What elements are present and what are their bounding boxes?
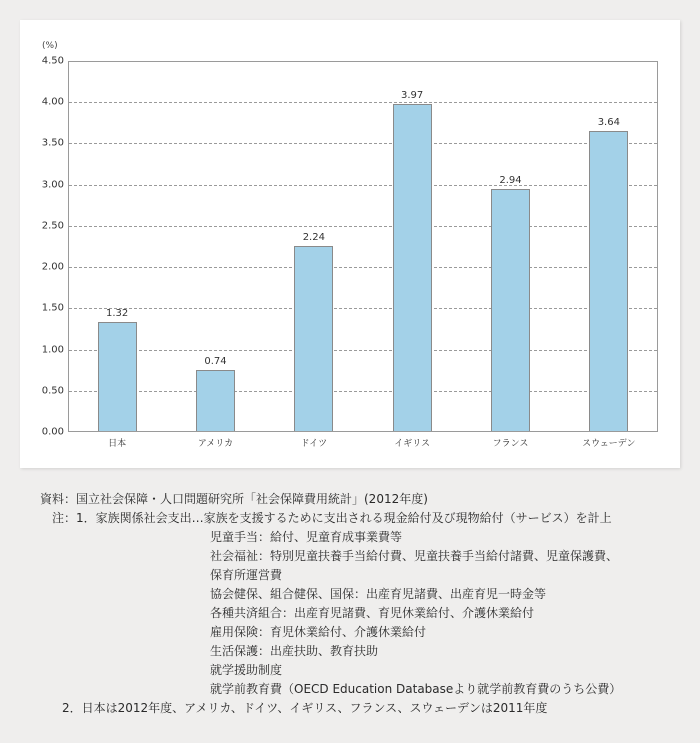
bar-value-label: 3.97: [401, 89, 424, 101]
bar: [196, 370, 235, 431]
gridline: [69, 226, 657, 227]
y-tick-label: 1.50: [41, 302, 64, 314]
y-tick-label: 0.50: [41, 385, 64, 397]
x-tick-label: ドイツ: [300, 439, 328, 449]
y-tick-label: 2.00: [41, 261, 64, 273]
y-tick-label: 1.00: [41, 344, 64, 356]
y-tick-label: 3.00: [41, 179, 64, 191]
gridline: [69, 308, 657, 309]
gridline: [69, 350, 657, 351]
gridline: [69, 102, 657, 103]
gridline: [69, 143, 657, 144]
y-tick-label: 4.50: [41, 55, 64, 67]
x-tick-label: アメリカ: [197, 439, 234, 449]
note-1-item: 雇用保険：育児休業給付、介護休業給付: [210, 625, 427, 639]
x-tick-label: イギリス: [394, 439, 431, 449]
note-1-item: 協会健保、組合健保、国保：出産育児諸費、出産育児一時金等: [210, 587, 547, 601]
note-1-item: 保育所運営費: [210, 568, 283, 582]
y-tick-label: 3.50: [41, 137, 64, 149]
bar: [98, 322, 137, 431]
gridline: [69, 391, 657, 392]
bar-value-label: 3.64: [597, 116, 620, 128]
note-1-item: 各種共済組合：出産育児諸費、育児休業給付、介護休業給付: [210, 606, 535, 620]
gridline: [69, 267, 657, 268]
x-tick-label: フランス: [492, 439, 529, 449]
gridline: [69, 185, 657, 186]
note-1-item: 就学前教育費（OECD Education Databaseより就学前教育費のうち公費）: [210, 682, 622, 696]
bar-value-label: 1.32: [106, 308, 129, 320]
note-1-item: 生活保護：出産扶助、教育扶助: [210, 644, 379, 658]
y-tick-label: 2.50: [41, 220, 64, 232]
bar-value-label: 2.24: [302, 232, 325, 244]
x-tick-label: 日本: [108, 439, 127, 449]
bar-value-label: 2.94: [499, 174, 522, 186]
plot-area: [68, 61, 658, 432]
y-tick-label: 4.00: [41, 96, 64, 108]
note-1-heading: 注：1．家族関係社会支出…家族を支援するために支出される現金給付及び現物給付（サービス）を計上: [52, 511, 612, 525]
x-tick-label: スウェーデン: [582, 439, 636, 449]
source-note: 資料：国立社会保障・人口問題研究所「社会保障費用統計」(2012年度): [40, 492, 428, 506]
note-1-item: 就学援助制度: [210, 663, 283, 677]
bar: [393, 104, 432, 431]
note-1-item: 社会福祉：特別児童扶養手当給付費、児童扶養手当給付諸費、児童保護費、: [210, 549, 619, 563]
bar: [491, 189, 530, 431]
y-tick-label: 0.00: [41, 426, 64, 438]
bar-value-label: 0.74: [204, 355, 227, 367]
bar: [589, 131, 628, 431]
y-axis-unit-label: (%): [42, 41, 58, 51]
note-1-item: 児童手当：給付、児童育成事業費等: [210, 530, 403, 544]
note-2: 2．日本は2012年度、アメリカ、ドイツ、イギリス、フランス、スウェーデンは2011年度: [62, 701, 548, 715]
bar: [294, 246, 333, 431]
